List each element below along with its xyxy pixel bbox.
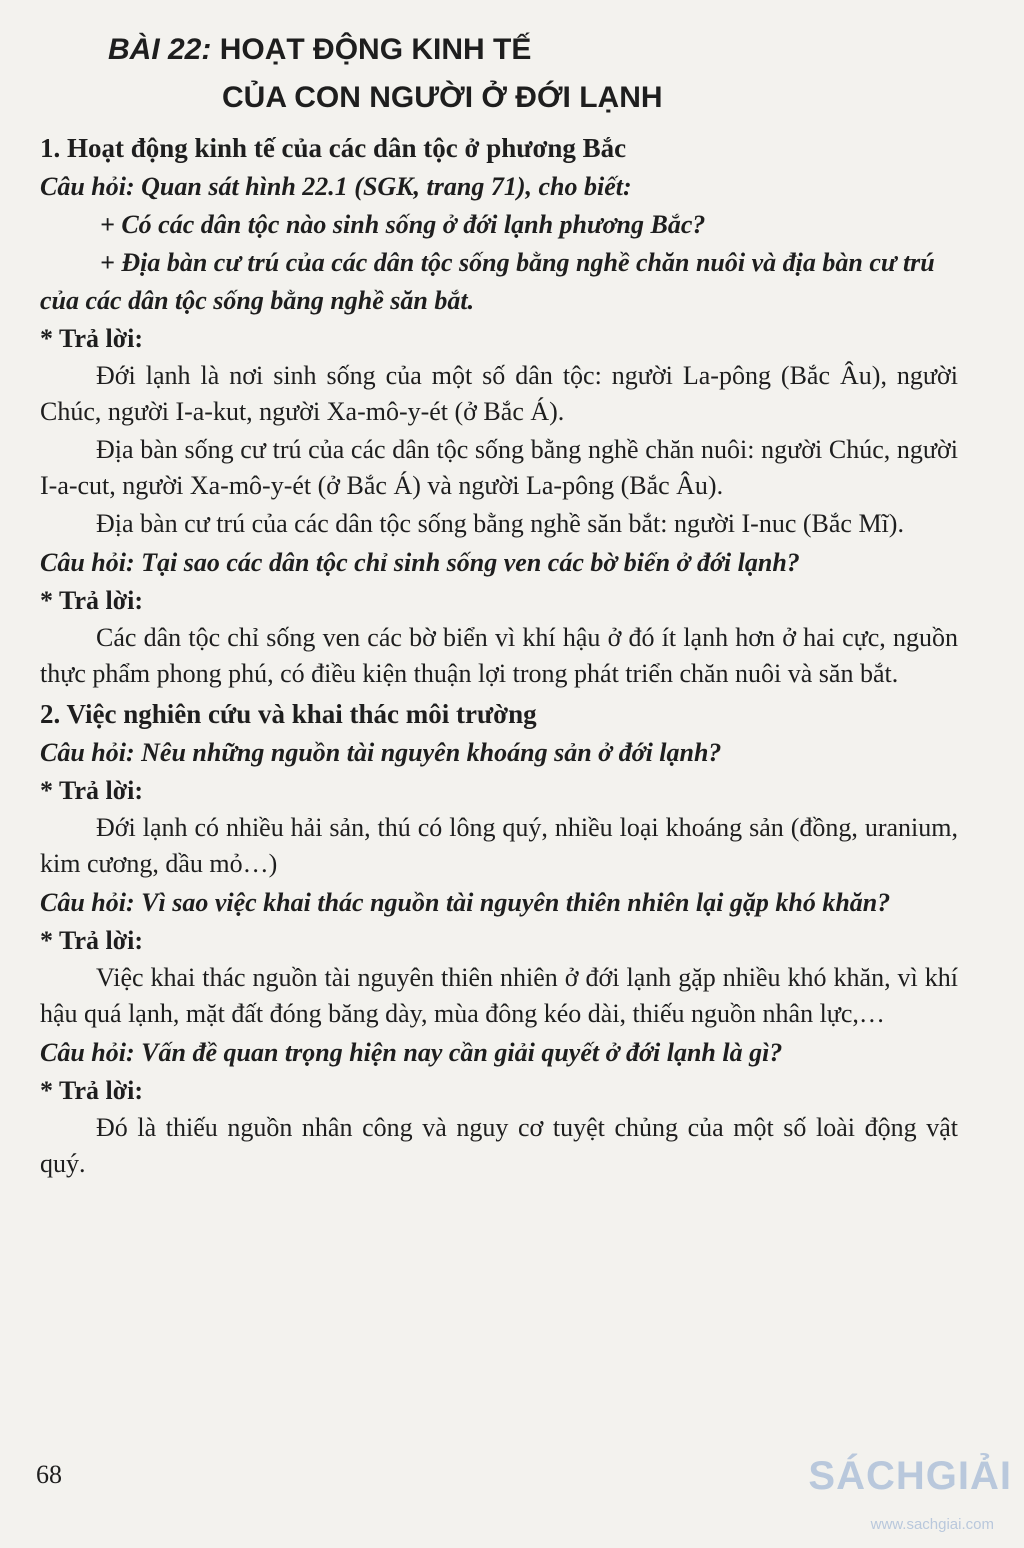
section1-q1-question: Câu hỏi: Quan sát hình 22.1 (SGK, trang 71), cho biết: [40,172,632,201]
section1-q1-paragraph3: Địa bàn cư trú của các dân tộc sống bằng nghề săn bắt: người I-nuc (Bắc Mĩ). [96,509,904,538]
lesson-label: BÀI 22: [108,33,212,66]
lesson-title-line1 [0,30,1024,70]
section1-q2-paragraph1: Các dân tộc chỉ sống ven các bờ biển vì khí hậu ở đó ít lạnh hơn ở hai cực, nguồn thực phẩm phong phú, có điều kiện thuận lợi trong phát triển chăn nuôi và săn bắt. [40,623,958,688]
section2-q1-answer-label: * Trả lời: [40,776,143,805]
section1-q1-answer-label: * Trả lời: [40,324,143,353]
watermark [806,1448,1016,1536]
section2-q3-paragraph1: Đó là thiếu nguồn nhân công và nguy cơ tuyệt chủng của một số loài động vật quý. [40,1113,958,1178]
section1-heading: 1. Hoạt động kinh tế của các dân tộc ở phương Bắc [40,133,627,163]
section2-q3-answer-label: * Trả lời: [40,1076,143,1105]
section1-q2-question: Câu hỏi: Tại sao các dân tộc chỉ sinh sống ven các bờ biển ở đới lạnh? [40,548,800,577]
section2-q2-question: Câu hỏi: Vì sao việc khai thác nguồn tài nguyên thiên nhiên lại gặp khó khăn? [40,888,891,917]
watermark-logo: SÁCHGIẢI [808,1454,1012,1498]
section2-q2-paragraph1: Việc khai thác nguồn tài nguyên thiên nhiên ở đới lạnh gặp nhiều khó khăn, vì khí hậu quá lạnh, mặt đất đóng băng dày, mùa đông kéo dài, thiếu nguồn nhân lực,… [40,963,958,1028]
section2-q2-answer-label: * Trả lời: [40,926,143,955]
section1-q1-paragraph2: Địa bàn sống cư trú của các dân tộc sống bằng nghề chăn nuôi: người Chúc, người I-a-cut, người Xa-mô-y-ét (ở Bắc Á) và người La-pông (Bắc Âu). [40,435,958,500]
section1-q1-sub2: + Địa bàn cư trú của các dân tộc sống bằng nghề chăn nuôi và địa bàn cư trú của các dân tộc sống bằng nghề săn bắt. [40,248,935,315]
page-number: 68 [36,1460,62,1489]
section2-q1-paragraph1: Đới lạnh có nhiều hải sản, thú có lông quý, nhiều loại khoáng sản (đồng, uranium, kim cương, dầu mỏ…) [40,813,958,878]
lesson-title-line2: CỦA CON NGƯỜI Ở ĐỚI LẠNH [222,81,663,114]
section1-q1-paragraph1: Đới lạnh là nơi sinh sống của một số dân tộc: người La-pông (Bắc Âu), người Chúc, người I-a-kut, người Xa-mô-y-ét (ở Bắc Á). [40,361,958,426]
section2-q3-question: Câu hỏi: Vấn đề quan trọng hiện nay cần giải quyết ở đới lạnh là gì? [40,1038,783,1067]
watermark-url: www.sachgiai.com [870,1516,994,1533]
section1-q1-sub1: + Có các dân tộc nào sinh sống ở đới lạnh phương Bắc? [100,210,706,239]
page-content [40,128,958,1184]
section2-heading: 2. Việc nghiên cứu và khai thác môi trường [40,699,537,729]
section1-q2-answer-label: * Trả lời: [40,586,143,615]
lesson-title-text-1: HOẠT ĐỘNG KINH TẾ [219,33,532,66]
section2-q1-question: Câu hỏi: Nêu những nguồn tài nguyên khoáng sản ở đới lạnh? [40,738,722,767]
